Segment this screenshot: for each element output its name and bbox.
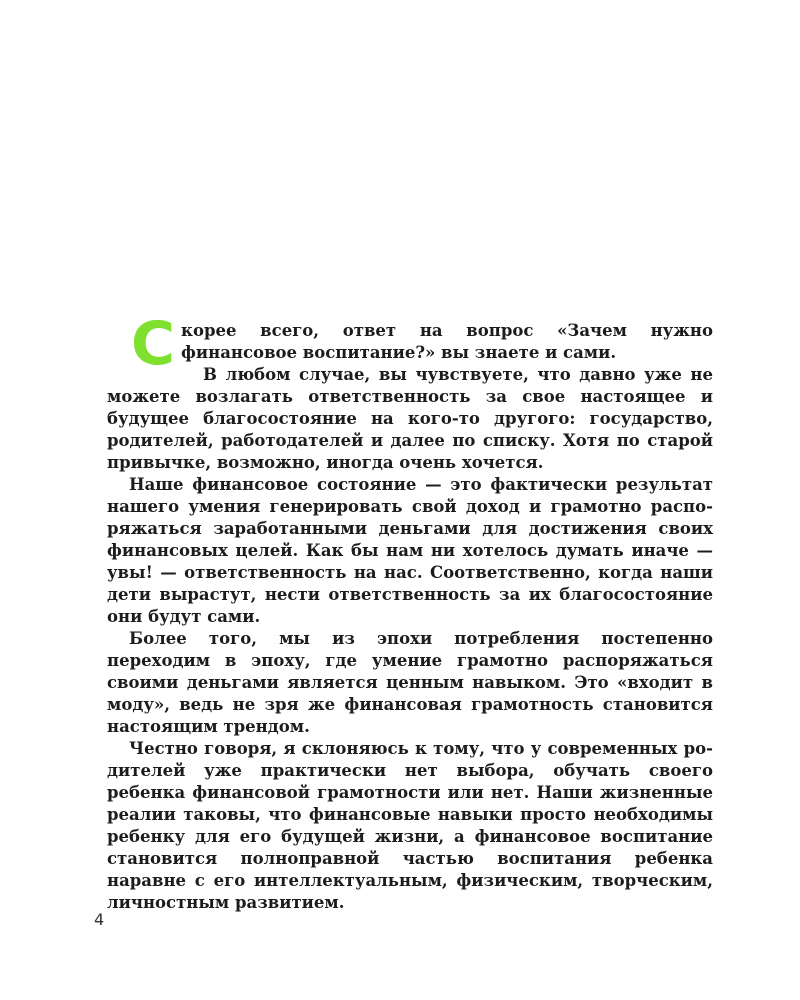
- paragraph-1: [107, 309, 713, 379]
- paragraph-1-text: корее всего, ответ на вопрос «Зачем нужно финансовое воспитание?» вы знаете и сами.: [181, 321, 713, 362]
- paragraph-5: Честно говоря, я склоняюсь к тому, что у современных родителей уже практически нет выбора, обучать своего ребенка финансовой грамотности или нет. Наши жизненные реалии таковы, что финансовые навыки просто необходимы ребенку для его будущей жизни, а финансовое воспитание становится полноправной частью воспитания ребенка наравне с его интеллектуальным, физическим, творческим, личностным развитием.: [107, 739, 713, 912]
- paragraph-2: В любом случае, вы чувствуете, что давно уже не можете возлагать ответственность за свое настоящее и будущее благосостояние на кого-то другого: государство, родителей, работодателей и далее по списку. Хотя по старой привычке, возможно, иногда очень хочется.: [107, 365, 713, 472]
- page-number: 4: [94, 910, 105, 929]
- paragraph-3: Наше финансовое состояние — это фактически результат нашего умения генерировать свой доход и грамотно распоряжаться заработанными деньгами для достижения своих финансовых целей. Как бы нам ни хотелось думать иначе — увы! — ответственность на нас. Соответственно, когда наши дети вырастут, нести ответственность за их благосостояние они будут сами.: [107, 475, 713, 626]
- paragraph-4: Более того, мы из эпохи потребления постепенно переходим в эпоху, где умение грамотно распоряжаться своими деньгами является ценным навыком. Это «входит в моду», ведь не зря же финансовая грамотность становится настоящим трендом.: [107, 629, 713, 736]
- page-body: [107, 309, 713, 914]
- drop-cap: С: [131, 309, 176, 379]
